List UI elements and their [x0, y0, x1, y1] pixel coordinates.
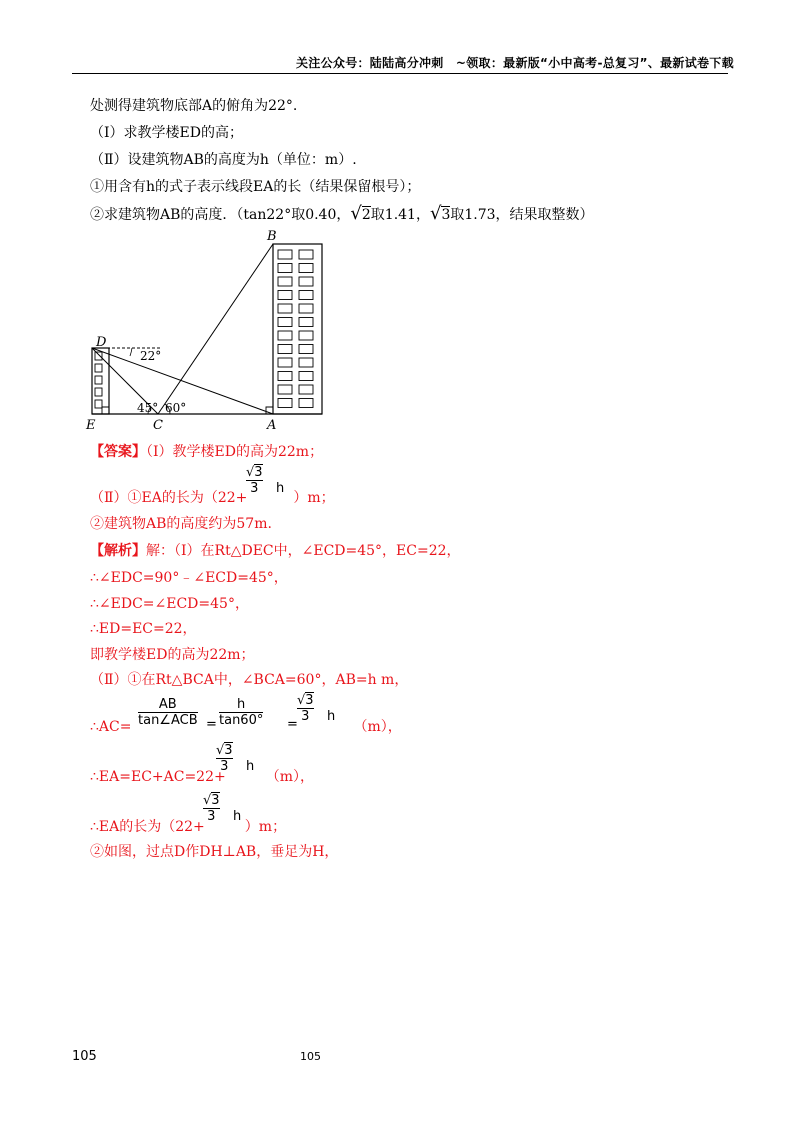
- header-rule: [72, 73, 728, 74]
- window: [278, 358, 292, 367]
- window: [278, 291, 292, 300]
- solution-line-10: ②如图，过点D作DH⊥AB，垂足为H，: [90, 844, 339, 860]
- fraction-answer-2: √3 3: [246, 465, 263, 496]
- sqrt3-radicand: 3: [441, 207, 451, 223]
- window: [278, 372, 292, 381]
- frac-den: 3: [250, 481, 259, 496]
- question-line-5c: 取1.73，结果取整数）: [450, 207, 594, 223]
- angle-label-22: 22°: [140, 349, 162, 363]
- fraction-sqrt3-over-3-a: √3 3: [297, 693, 314, 724]
- sqrt2-radicand: 2: [361, 207, 371, 223]
- question-line-4: ①用含有h的式子表示线段EA的长（结果保留根号）；: [90, 179, 421, 195]
- answer-1: （Ⅰ）教学楼ED的高为22m；: [146, 444, 324, 460]
- solution-line-9: [90, 818, 286, 836]
- answer-line-2: [90, 489, 335, 507]
- question-line-1: 处测得建筑物底部A的俯角为22°.: [90, 98, 298, 114]
- fraction-h-tan60: h tan60°: [219, 697, 264, 728]
- window: [278, 345, 292, 354]
- solution-8-prefix: ∴EA=EC+AC=22+: [90, 769, 226, 785]
- angle-label-60: 60°: [165, 401, 187, 415]
- fraction-ab-tan: AB tan∠ACB: [138, 697, 198, 728]
- window: [299, 385, 313, 394]
- solution-line-2: ∴∠EDC=90°﹣∠ECD=45°，: [90, 570, 288, 586]
- h-variable: h: [246, 759, 255, 774]
- angle-label-45: 45°: [137, 401, 159, 415]
- answer-2-suffix: ）m；: [293, 490, 335, 506]
- solution-7-prefix: ∴AC=: [90, 719, 132, 735]
- geometry-figure: [80, 228, 340, 438]
- question-line-3: （Ⅱ）设建筑物AB的高度为h（单位：m）.: [90, 152, 357, 168]
- window: [299, 372, 313, 381]
- label-e: E: [86, 418, 96, 433]
- window: [299, 291, 313, 300]
- page-number-center: 105: [300, 1050, 321, 1063]
- window: [299, 345, 313, 354]
- solution-line-4: ∴ED=EC=22，: [90, 621, 197, 637]
- fraction-sqrt3-over-3-c: √3 3: [203, 793, 220, 824]
- solution-tag: 【解析】: [90, 543, 146, 559]
- solution-line-6: （Ⅱ）①在Rt△BCA中，∠BCA=60°，AB=h m，: [90, 672, 409, 688]
- window: [299, 304, 313, 313]
- window: [278, 399, 292, 408]
- label-d: D: [96, 335, 107, 350]
- solution-9-suffix: ）m；: [244, 819, 287, 835]
- window: [278, 304, 292, 313]
- window: [299, 250, 313, 259]
- equals-1: =: [206, 717, 217, 732]
- building-ab: [273, 244, 322, 414]
- sqrt3-radical: √: [429, 203, 442, 224]
- solution-line-1: [90, 542, 461, 560]
- solution-1: 解：（Ⅰ）在Rt△DEC中，∠ECD=45°，EC=22，: [146, 543, 461, 559]
- window: [278, 385, 292, 394]
- building-ed-windows: [95, 352, 102, 408]
- question-line-5b: 取1.41，: [370, 207, 430, 223]
- window: [278, 250, 292, 259]
- question-line-5a: ②求建筑物AB的高度．（tan22°取0.40，: [90, 207, 351, 223]
- window: [299, 264, 313, 273]
- sqrt2-radical: √: [350, 203, 362, 224]
- page-number-left: 105: [72, 1049, 97, 1064]
- answer-tag: 【答案】: [90, 444, 146, 460]
- answer-line-3: ②建筑物AB的高度约为57m.: [90, 516, 272, 532]
- solution-line-3: ∴∠EDC=∠ECD=45°，: [90, 596, 249, 612]
- solution-line-5: 即教学楼ED的高为22m；: [90, 647, 255, 663]
- window: [299, 399, 313, 408]
- window: [299, 358, 313, 367]
- h-variable: h: [233, 809, 242, 824]
- question-line-2: （Ⅰ）求教学楼ED的高；: [90, 125, 243, 141]
- line-cb: [158, 244, 273, 414]
- answer-line-1: [90, 443, 323, 461]
- answer-2-prefix: （Ⅱ）①EA的长为（22+: [90, 490, 248, 506]
- window: [278, 331, 292, 340]
- solution-8-suffix: （m），: [265, 769, 315, 785]
- frac-radicand: 3: [254, 465, 263, 480]
- equals-2: =: [287, 717, 298, 732]
- label-a: A: [267, 418, 277, 433]
- label-c: C: [153, 418, 163, 433]
- window: [278, 264, 292, 273]
- building-ab-windows: [278, 250, 313, 408]
- window: [299, 277, 313, 286]
- fraction-sqrt3-over-3-b: √3 3: [216, 743, 233, 774]
- window: [299, 318, 313, 327]
- solution-9-prefix: ∴EA的长为（22+: [90, 819, 205, 835]
- window: [278, 318, 292, 327]
- question-line-5: [90, 205, 594, 224]
- arc-22: [130, 348, 132, 356]
- solution-7-suffix: （m），: [353, 719, 402, 735]
- label-b: B: [267, 229, 277, 244]
- window: [278, 277, 292, 286]
- page-header: 关注公众号：陆陆高分冲刺 ~领取：最新版“小中高考-总复习”、最新试卷下载: [296, 56, 734, 70]
- right-angle-e: [102, 407, 109, 414]
- h-variable: h: [276, 481, 285, 496]
- solution-line-8: [90, 768, 314, 786]
- h-variable: h: [327, 709, 336, 724]
- window: [299, 331, 313, 340]
